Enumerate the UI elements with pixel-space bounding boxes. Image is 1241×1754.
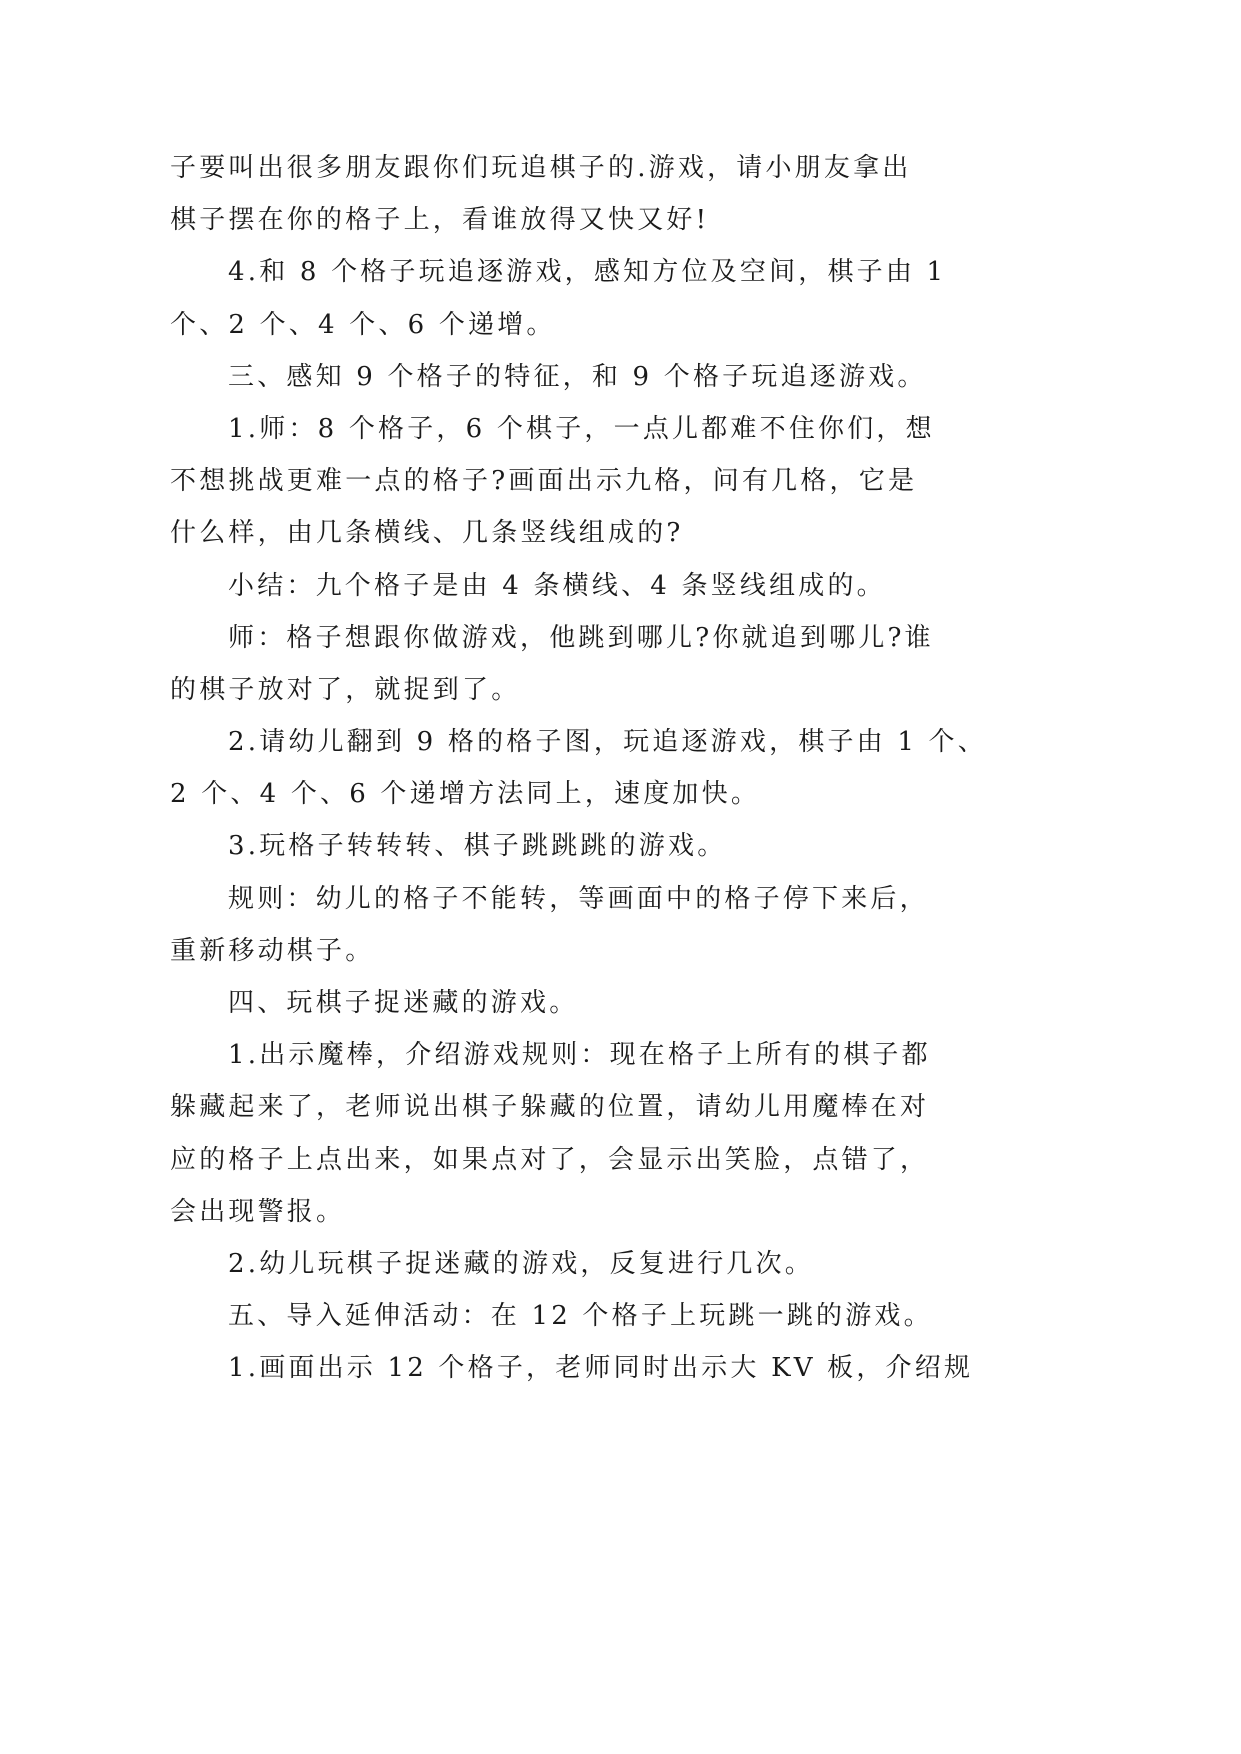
text-line: 棋子摆在你的格子上，看谁放得又快又好! bbox=[170, 205, 710, 236]
text-line: 师：格子想跟你做游戏，他跳到哪儿?你就追到哪儿?谁 bbox=[228, 622, 934, 653]
section-heading: 四、玩棋子捉迷藏的游戏。 bbox=[228, 988, 579, 1018]
text-line: 子要叫出很多朋友跟你们玩追棋子的.游戏，请小朋友拿出 bbox=[170, 153, 912, 183]
text-line: 1.出示魔棒，介绍游戏规则：现在格子上所有的棋子都 bbox=[228, 1040, 931, 1071]
text-line: 小结：九个格子是由 4 条横线、4 条竖线组成的。 bbox=[228, 570, 886, 601]
text-line: 躲藏起来了，老师说出棋子躲藏的位置，请幼儿用魔棒在对 bbox=[170, 1092, 930, 1123]
body-text bbox=[170, 142, 987, 1395]
text-line: 2.幼儿玩棋子捉迷藏的游戏，反复进行几次。 bbox=[228, 1248, 815, 1279]
text-line: 不想挑战更难一点的格子?画面出示九格，问有几格，它是 bbox=[170, 466, 918, 497]
section-heading: 三、感知 9 个格子的特征，和 9 个格子玩追逐游戏。 bbox=[228, 361, 927, 392]
text-line: 1.师：8 个格子，6 个棋子，一点儿都难不住你们，想 bbox=[228, 413, 935, 444]
section-heading: 五、导入延伸活动：在 12 个格子上玩跳一跳的游戏。 bbox=[228, 1301, 933, 1332]
text-line: 2.请幼儿翻到 9 格的格子图，玩追逐游戏，棋子由 1 个、 bbox=[228, 727, 987, 758]
text-line: 会出现警报。 bbox=[170, 1196, 346, 1227]
text-line: 3.玩格子转转转、棋子跳跳跳的游戏。 bbox=[228, 831, 727, 862]
text-line: 2 个、4 个、6 个递增方法同上，速度加快。 bbox=[170, 779, 761, 810]
text-line: 重新移动棋子。 bbox=[170, 935, 375, 966]
text-line: 什么样，由几条横线、几条竖线组成的? bbox=[170, 518, 684, 549]
text-line: 个、2 个、4 个、6 个递增。 bbox=[170, 309, 556, 340]
text-line: 应的格子上点出来，如果点对了，会显示出笑脸，点错了， bbox=[170, 1144, 930, 1175]
text-line: 规则：幼儿的格子不能转，等画面中的格子停下来后， bbox=[228, 883, 929, 914]
text-line: 1.画面出示 12 个格子，老师同时出示大 KV 板，介绍规 bbox=[228, 1353, 974, 1384]
text-line: 的棋子放对了，就捉到了。 bbox=[170, 674, 521, 705]
text-line: 4.和 8 个格子玩追逐游戏，感知方位及空间，棋子由 1 bbox=[228, 257, 947, 288]
